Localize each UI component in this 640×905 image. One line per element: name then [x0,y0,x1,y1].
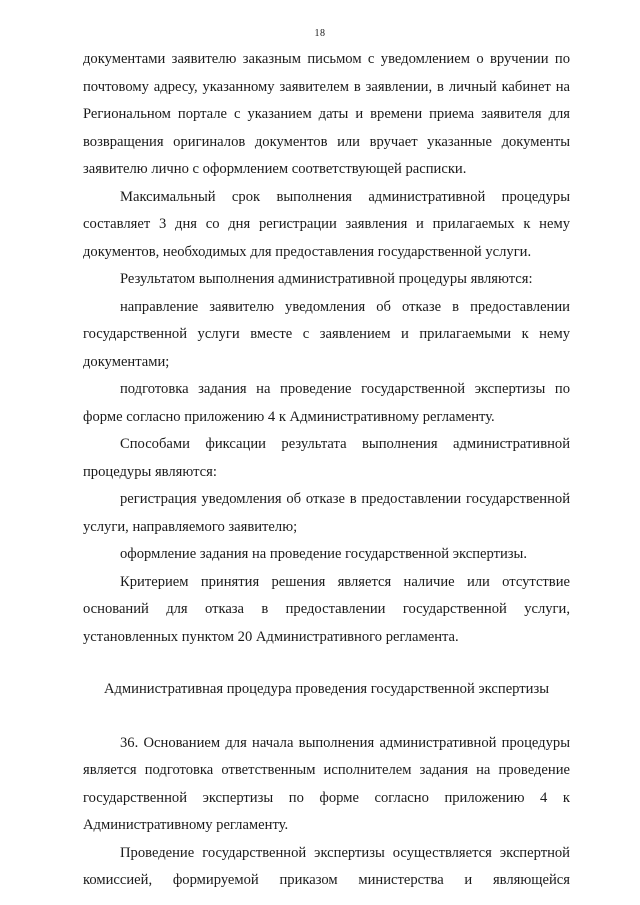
section-heading: Административная процедура проведения государственной экспертизы [103,681,550,697]
paragraph-criterion: Критерием принятия решения является наличие или отсутствие оснований для отказа в предоставлении государственной услуги, установленных пунктом 20 Административного регламента. [83,573,570,645]
paragraph-fixation-intro: Способами фиксации результата выполнения административной процедуры являются: [83,436,570,480]
paragraph-max-term: Максимальный срок выполнения административной процедуры составляет 3 дня со дня регистрации заявления и прилагаемых к нему документов, необходимых для предоставления государственной услуги. [83,188,570,260]
paragraph-result-intro: Результатом выполнения административной процедуры являются: [120,271,533,287]
paragraph-result-task: подготовка задания на проведение государственной экспертизы по форме согласно приложению 4 к Административному регламенту. [83,381,570,425]
paragraph-fixation-task: оформление задания на проведение государственной экспертизы. [120,546,527,562]
paragraph-item-36: 36. Основанием для начала выполнения административной процедуры является подготовка ответственным исполнителем задания на проведение государственной экспертизы по форме согласно приложению 4 к Административному регламенту. [83,734,570,833]
paragraph-continuation: документами заявителю заказным письмом с уведомлением о вручении по почтовому адресу, указанному заявителем в заявлении, в личный кабинет на Региональном портале с указанием даты и времени приема заявителя для возвращения оригиналов документов или вручает указанные документы заявителю лично с оформлением соответствующей расписки. [83,51,570,177]
paragraph-fixation-registration: регистрация уведомления об отказе в предоставлении государственной услуги, направляемого заявителю; [83,491,570,535]
document-body [83,46,570,895]
paragraph-expertise-commission: Проведение государственной экспертизы осуществляется экспертной комиссией, формируемой приказом министерства и являющейся [83,844,570,888]
page-number: 18 [314,28,326,39]
paragraph-result-refusal: направление заявителю уведомления об отказе в предоставлении государственной услуги вместе с заявлением и прилагаемыми к нему документами; [83,298,570,370]
